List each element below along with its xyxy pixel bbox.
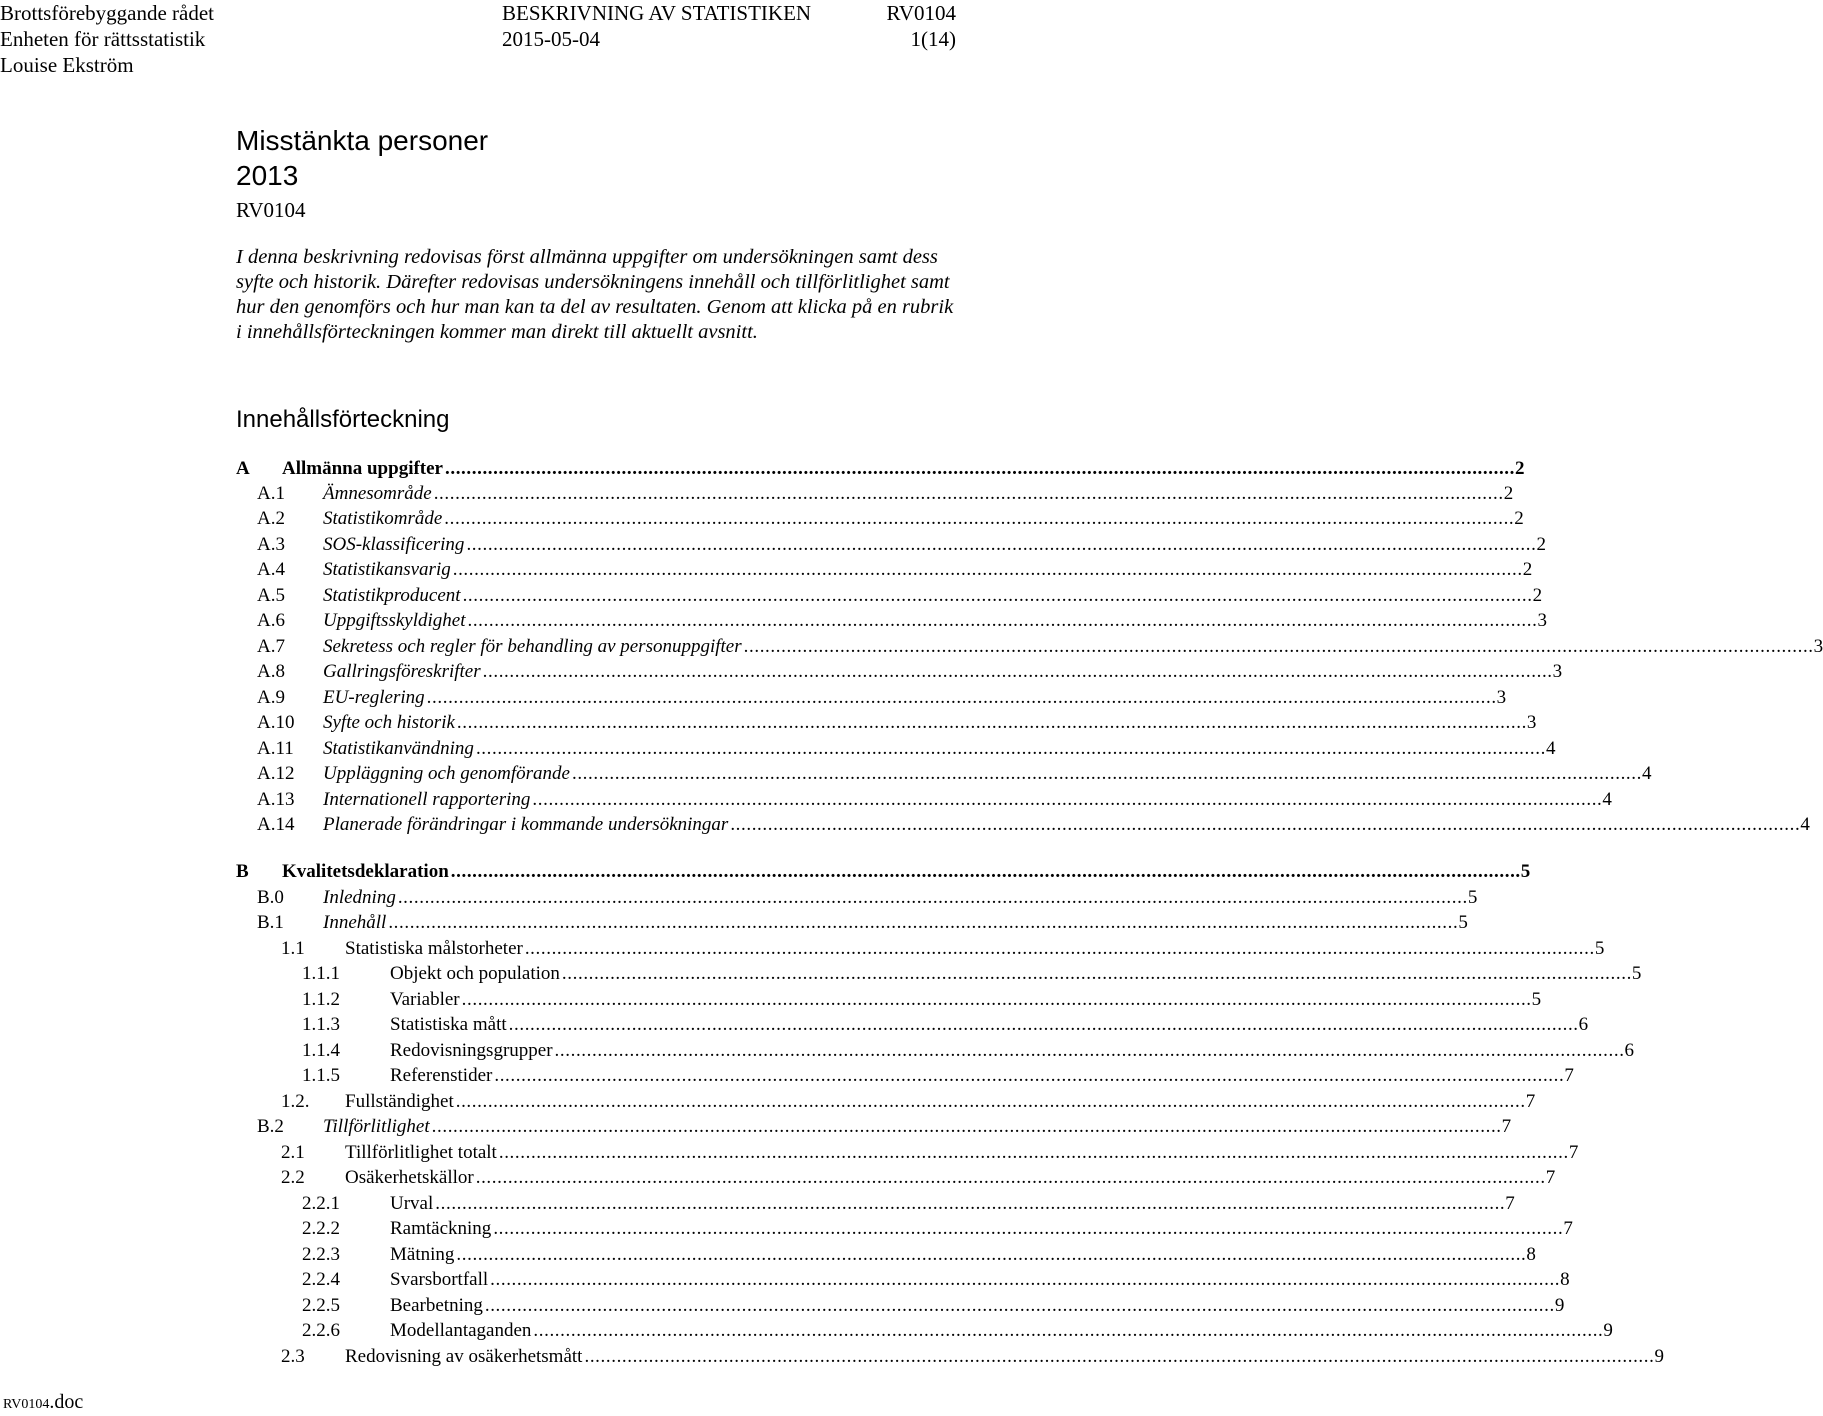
- toc-dot-leader: ........................................................................................................................................................................................................: [462, 585, 1533, 606]
- toc-dot-leader: ........................................................................................................................................................................................................: [456, 1244, 1527, 1265]
- toc-entry[interactable]: [302, 1319, 1613, 1343]
- toc-dot-leader: ........................................................................................................................................................................................................: [561, 963, 1632, 984]
- toc-entry-page: 6: [1624, 1040, 1635, 1061]
- toc-entry-number: 2.2.2: [302, 1218, 340, 1239]
- toc-entry[interactable]: [302, 1013, 1589, 1037]
- toc-entry-page: 5: [1531, 989, 1542, 1010]
- header-page-number: 1(14): [910, 27, 956, 51]
- toc-entry-number: A.10: [257, 712, 295, 733]
- toc-entry-label: Tillförlitlighet totalt: [345, 1142, 497, 1163]
- toc-entry[interactable]: [257, 609, 1547, 633]
- toc-entry-number: A.6: [257, 610, 285, 631]
- toc-entry-page: 3: [1496, 687, 1507, 708]
- toc-entry[interactable]: [257, 813, 1810, 837]
- toc-entry-page: 4: [1800, 814, 1810, 835]
- toc-entry[interactable]: [302, 1039, 1635, 1063]
- toc-entry[interactable]: [257, 660, 1563, 684]
- toc-entry[interactable]: [302, 1217, 1573, 1241]
- toc-entry-label: EU-reglering: [323, 687, 425, 708]
- footer-file-base: RV0104: [3, 1397, 50, 1412]
- toc-entry-page: 2: [1536, 534, 1546, 555]
- toc-entry[interactable]: [257, 686, 1507, 710]
- header-unit: Enheten för rättsstatistik: [0, 27, 206, 51]
- header-doc-type: BESKRIVNING AV STATISTIKEN: [502, 1, 812, 25]
- toc-entry-number: A.11: [257, 738, 294, 759]
- header-date: 2015-05-04: [502, 27, 600, 51]
- toc-entry-page: 3: [1552, 661, 1563, 682]
- toc-entry-page: 9: [1654, 1346, 1664, 1367]
- toc-dot-leader: ........................................................................................................................................................................................................: [532, 789, 1603, 810]
- toc-dot-leader: ........................................................................................................................................................................................................: [426, 687, 1497, 708]
- toc-entry[interactable]: [302, 988, 1542, 1012]
- toc-entry-page: 5: [1458, 912, 1468, 933]
- toc-dot-leader: ........................................................................................................................................................................................................: [461, 989, 1532, 1010]
- toc-entry-label: SOS-klassificering: [323, 534, 465, 555]
- toc-entry-number: 1.1.1: [302, 963, 340, 984]
- toc-entry-page: 7: [1525, 1091, 1536, 1112]
- toc-dot-leader: ........................................................................................................................................................................................................: [490, 1269, 1561, 1290]
- toc-entry-number: A.9: [257, 687, 285, 708]
- toc-entry-page: 3: [1526, 712, 1537, 733]
- toc-entry[interactable]: [281, 1141, 1579, 1165]
- toc-dot-leader: ........................................................................................................................................................................................................: [435, 1193, 1506, 1214]
- toc-entry[interactable]: [257, 635, 1823, 659]
- toc-entry-label: Internationell rapportering: [323, 789, 531, 810]
- toc-entry-number: A: [236, 458, 250, 479]
- toc-dot-leader: ........................................................................................................................................................................................................: [450, 861, 1521, 882]
- toc-entry-label: Statistikansvarig: [323, 559, 451, 580]
- toc-entry[interactable]: [257, 584, 1543, 608]
- toc-entry-number: B.0: [257, 887, 284, 908]
- header-doc-code: RV0104: [886, 1, 956, 25]
- toc-entry-number: 1.1: [281, 938, 305, 959]
- toc-entry-label: Bearbetning: [390, 1295, 483, 1316]
- toc-entry-page: 7: [1545, 1167, 1556, 1188]
- toc-entry-page: 7: [1563, 1218, 1573, 1239]
- toc-dot-leader: ........................................................................................................................................................................................................: [494, 1065, 1565, 1086]
- toc-entry[interactable]: [281, 1345, 1664, 1369]
- toc-entry-label: Redovisningsgrupper: [390, 1040, 553, 1061]
- document-year: 2013: [236, 160, 299, 191]
- toc-entry-page: 7: [1505, 1193, 1515, 1214]
- toc-entry-label: Allmänna uppgifter: [282, 458, 443, 479]
- toc-entry-number: 1.1.3: [302, 1014, 340, 1035]
- toc-entry[interactable]: [236, 860, 1531, 884]
- toc-entry-label: Urval: [390, 1193, 434, 1214]
- toc-entry-number: A.13: [257, 789, 295, 810]
- toc-entry[interactable]: [257, 711, 1537, 735]
- toc-dot-leader: ........................................................................................................................................................................................................: [388, 912, 1459, 933]
- intro-paragraph: I denna beskrivning redovisas först allmänna uppgifter om undersökningen samt dess syfte och historik. Därefter redovisas undersökningens innehåll och tillförlitlighet samt hur den genomförs och hur man kan ta del av resultaten. Genom att klicka på en rubrik i innehållsförteckningen kommer man direkt till aktuellt avsnitt.: [236, 246, 954, 343]
- toc-dot-leader: ........................................................................................................................................................................................................: [475, 1167, 1546, 1188]
- toc-entry-label: Ramtäckning: [390, 1218, 492, 1239]
- toc-dot-leader: ........................................................................................................................................................................................................: [571, 763, 1642, 784]
- toc-dot-leader: ........................................................................................................................................................................................................: [493, 1218, 1564, 1239]
- toc-entry-label: Fullständighet: [345, 1091, 454, 1112]
- toc-entry-label: Kvalitetsdeklaration: [282, 861, 449, 882]
- toc-entry-page: 2: [1515, 458, 1525, 479]
- toc-entry-label: Uppgiftsskyldighet: [323, 610, 466, 631]
- toc-dot-leader: ........................................................................................................................................................................................................: [433, 483, 1504, 504]
- toc-entry-page: 4: [1545, 738, 1556, 759]
- toc-entry[interactable]: [302, 1243, 1536, 1267]
- toc-entry-number: A.8: [257, 661, 285, 682]
- toc-dot-leader: ........................................................................................................................................................................................................: [482, 661, 1553, 682]
- toc-entry-label: Statistikanvändning: [323, 738, 474, 759]
- toc-entry-number: 2.2.4: [302, 1269, 340, 1290]
- toc-entry-page: 2: [1503, 483, 1514, 504]
- toc-entry-label: Statistikområde: [323, 508, 443, 529]
- toc-entry[interactable]: [281, 937, 1605, 961]
- toc-entry-label: Statistikproducent: [323, 585, 461, 606]
- toc-entry-page: 6: [1578, 1014, 1589, 1035]
- toc-entry[interactable]: [257, 533, 1546, 557]
- toc-entry-number: B.2: [257, 1116, 284, 1137]
- toc-entry-label: Planerade förändringar i kommande undersökningar: [323, 814, 729, 835]
- toc-entry[interactable]: [302, 1064, 1574, 1088]
- toc-dot-leader: ........................................................................................................................................................................................................: [730, 814, 1801, 835]
- toc-dot-leader: ........................................................................................................................................................................................................: [445, 458, 1515, 479]
- toc-entry-label: Modellantaganden: [390, 1320, 532, 1341]
- toc-entry-label: Statistiska mått: [390, 1014, 507, 1035]
- toc-entry-number: 2.2.5: [302, 1295, 340, 1316]
- toc-entry-page: 2: [1514, 508, 1524, 529]
- toc-dot-leader: ........................................................................................................................................................................................................: [484, 1295, 1555, 1316]
- footer-filename: [3, 1391, 83, 1416]
- toc-entry[interactable]: [257, 788, 1612, 812]
- toc-entry-page: 5: [1520, 861, 1531, 882]
- toc-entry-page: 9: [1603, 1320, 1613, 1341]
- toc-entry-number: A.3: [257, 534, 285, 555]
- toc-entry-label: Mätning: [390, 1244, 455, 1265]
- toc-entry-number: A.7: [257, 636, 285, 657]
- toc-entry[interactable]: [302, 962, 1642, 986]
- toc-entry[interactable]: [302, 1192, 1515, 1216]
- toc-entry-number: 2.2.6: [302, 1320, 340, 1341]
- toc-entry-label: Redovisning av osäkerhetsmått: [345, 1346, 583, 1367]
- toc-entry-number: A.14: [257, 814, 295, 835]
- toc-entry[interactable]: [257, 1115, 1512, 1139]
- toc-entry-number: A.12: [257, 763, 295, 784]
- toc-entry-page: 7: [1568, 1142, 1579, 1163]
- toc-dot-leader: ........................................................................................................................................................................................................: [431, 1116, 1502, 1137]
- toc-entry-page: 5: [1631, 963, 1642, 984]
- toc-entry[interactable]: [257, 762, 1652, 786]
- toc-dot-leader: ........................................................................................................................................................................................................: [466, 534, 1537, 555]
- toc-entry-page: 7: [1501, 1116, 1512, 1137]
- toc-entry-label: Statistiska målstorheter: [345, 938, 523, 959]
- toc-entry-page: 5: [1594, 938, 1605, 959]
- toc-entry-page: 9: [1554, 1295, 1565, 1316]
- toc-entry-label: Ämnesområde: [323, 483, 432, 504]
- toc-entry-label: Innehåll: [323, 912, 387, 933]
- toc-entry[interactable]: [281, 1166, 1556, 1190]
- toc-entry-label: Osäkerhetskällor: [345, 1167, 474, 1188]
- toc-heading: Innehållsförteckning: [236, 406, 450, 433]
- toc-entry-page: 5: [1467, 887, 1478, 908]
- document-title: Misstänkta personer: [236, 125, 489, 156]
- toc-entry-number: 1.1.4: [302, 1040, 340, 1061]
- toc-dot-leader: ........................................................................................................................................................................................................: [467, 610, 1538, 631]
- toc-entry-number: 2.3: [281, 1346, 305, 1367]
- toc-dot-leader: ........................................................................................................................................................................................................: [444, 508, 1515, 529]
- toc-entry-label: Objekt och population: [390, 963, 560, 984]
- toc-entry[interactable]: [257, 558, 1533, 582]
- toc-dot-leader: ........................................................................................................................................................................................................: [498, 1142, 1569, 1163]
- toc-entry[interactable]: [257, 507, 1524, 531]
- toc-entry-number: B.1: [257, 912, 284, 933]
- toc-entry-page: 8: [1526, 1244, 1536, 1265]
- toc-dot-leader: ........................................................................................................................................................................................................: [475, 738, 1546, 759]
- toc-entry-number: 2.2: [281, 1167, 305, 1188]
- toc-dot-leader: ........................................................................................................................................................................................................: [397, 887, 1468, 908]
- toc-entry-number: 1.2.: [281, 1091, 310, 1112]
- toc-entry-label: Svarsbortfall: [390, 1269, 489, 1290]
- toc-entry[interactable]: [257, 911, 1468, 935]
- toc-entry-label: Gallringsföreskrifter: [323, 661, 481, 682]
- toc-entry[interactable]: [257, 886, 1478, 910]
- toc-entry-number: A.1: [257, 483, 285, 504]
- toc-entry-number: 2.2.1: [302, 1193, 340, 1214]
- toc-entry-page: 3: [1537, 610, 1547, 631]
- toc-entry-label: Referenstider: [390, 1065, 493, 1086]
- header-author: Louise Ekström: [0, 53, 134, 77]
- toc-entry-page: 2: [1522, 559, 1533, 580]
- toc-dot-leader: ........................................................................................................................................................................................................: [455, 1091, 1526, 1112]
- toc-entry-number: 1.1.2: [302, 989, 340, 1010]
- toc-entry-label: Syfte och historik: [323, 712, 455, 733]
- toc-entry-page: 2: [1532, 585, 1543, 606]
- document-code: RV0104: [236, 198, 306, 222]
- toc-entry-page: 7: [1564, 1065, 1574, 1086]
- toc-dot-leader: ........................................................................................................................................................................................................: [584, 1346, 1655, 1367]
- toc-dot-leader: ........................................................................................................................................................................................................: [554, 1040, 1625, 1061]
- toc-entry-number: A.4: [257, 559, 285, 580]
- toc-entry-label: Sekretess och regler för behandling av personuppgifter: [323, 636, 742, 657]
- toc-dot-leader: ........................................................................................................................................................................................................: [533, 1320, 1604, 1341]
- toc-entry-number: 1.1.5: [302, 1065, 340, 1086]
- toc-entry-number: B: [236, 861, 249, 882]
- toc-entry-number: 2.1: [281, 1142, 305, 1163]
- toc-dot-leader: ........................................................................................................................................................................................................: [743, 636, 1814, 657]
- toc-entry-page: 3: [1813, 636, 1823, 657]
- toc-entry-label: Inledning: [323, 887, 396, 908]
- footer-file-ext: .doc: [49, 1391, 84, 1413]
- toc-entry-label: Uppläggning och genomförande: [323, 763, 570, 784]
- toc-entry-label: Variabler: [390, 989, 460, 1010]
- toc-entry-page: 4: [1602, 789, 1612, 810]
- toc-entry-page: 8: [1560, 1269, 1570, 1290]
- toc-dot-leader: ........................................................................................................................................................................................................: [456, 712, 1527, 733]
- toc-entry[interactable]: [236, 457, 1525, 481]
- toc-entry-page: 4: [1641, 763, 1652, 784]
- toc-entry-label: Tillförlitlighet: [323, 1116, 430, 1137]
- toc-entry[interactable]: [257, 482, 1514, 506]
- toc-dot-leader: ........................................................................................................................................................................................................: [524, 938, 1595, 959]
- toc-entry-number: A.5: [257, 585, 285, 606]
- toc-dot-leader: ........................................................................................................................................................................................................: [452, 559, 1523, 580]
- header-org: Brottsförebyggande rådet: [0, 1, 215, 25]
- toc-entry-number: 2.2.3: [302, 1244, 340, 1265]
- toc-entry[interactable]: [281, 1090, 1536, 1114]
- toc-entry[interactable]: [302, 1268, 1570, 1292]
- toc-entry[interactable]: [302, 1294, 1565, 1318]
- toc-dot-leader: ........................................................................................................................................................................................................: [508, 1014, 1579, 1035]
- toc-entry-number: A.2: [257, 508, 285, 529]
- toc-entry[interactable]: [257, 737, 1556, 761]
